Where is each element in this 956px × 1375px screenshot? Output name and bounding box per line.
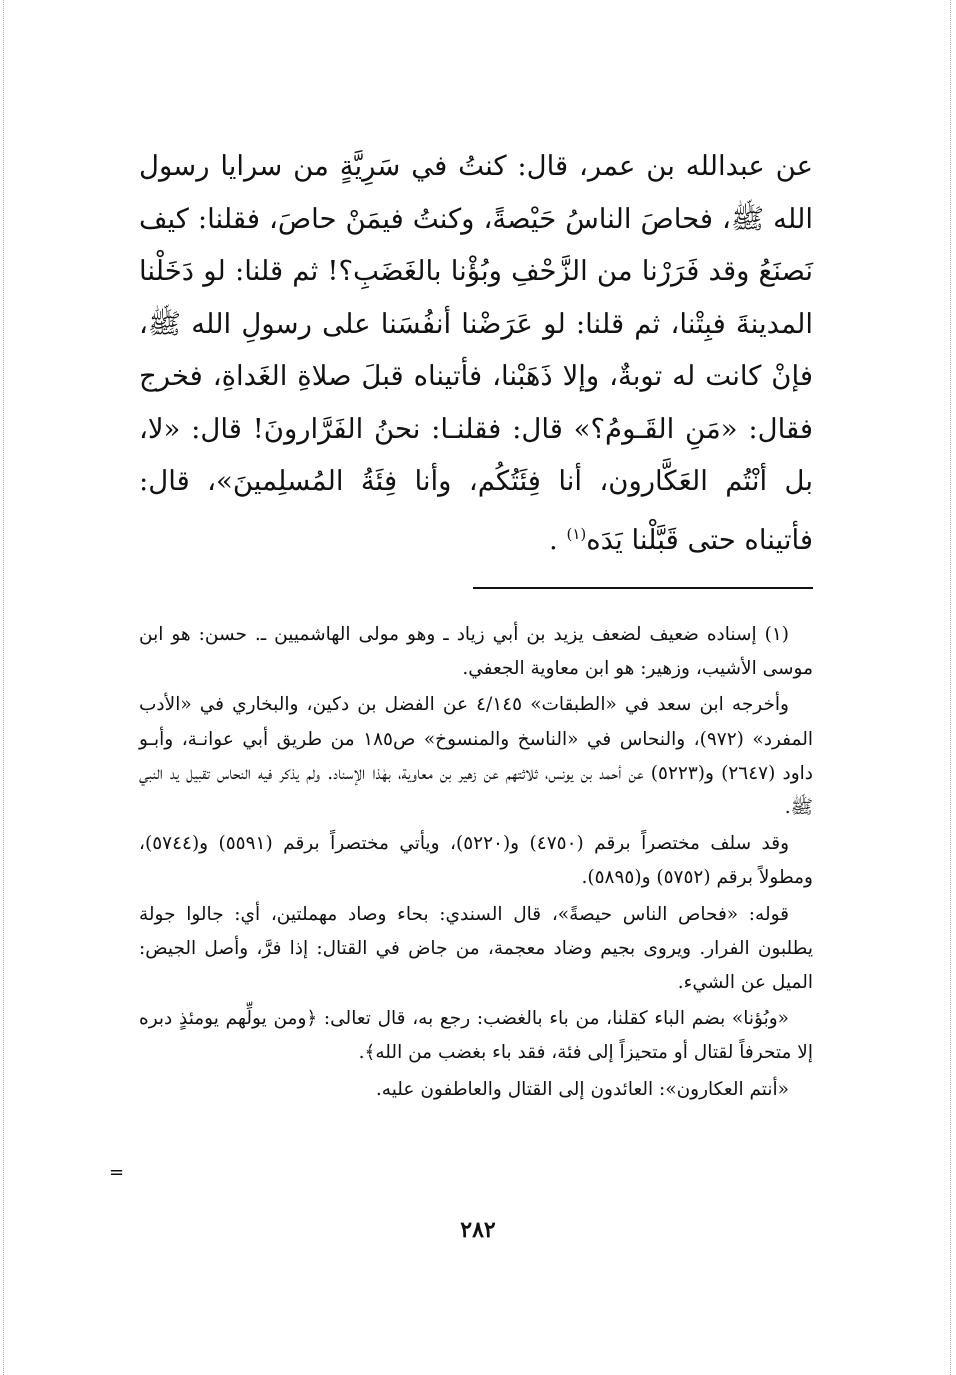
footnote-separator: [473, 587, 813, 589]
main-text: [139, 140, 813, 566]
footnote-paragraph: «وبُؤنا» بضم الباء كقلنا، من باء بالغضب: رجع به، قال تعالى: ﴿ومن يولِّهم يومئذٍ دبره إلا متحرفاً لقتال أو متحيزاً إلى فئة، فقد باء بغضب من الله﴾.: [139, 1008, 813, 1064]
footnote-paragraph: «أنتم العكارون»: العائدون إلى القتال والعاطفون عليه.: [375, 1078, 789, 1100]
hadith-text: عن عبدالله بن عمر، قال: كنتُ في سَرِيَّةٍ من سرايا رسول الله ﷺ، فحاصَ الناسُ حَيْصةً، وكنتُ فيمَنْ حاصَ، فقلنا: كيف نَصنَعُ وقد فَرَرْنا من الزَّحْفِ وبُؤْنا بالغَضَبِ؟! ثم قلنا: لو دَخَلْنا المدينةَ فبِتْنا، ثم قلنا: لو عَرَضْنا أنفُسَنا على رسولِ الله ﷺ، فإنْ كانت له توبةٌ، وإلا ذَهَبْنا، فأتيناه قبلَ صلاةِ الغَداةِ، فخرج فقال: «مَنِ القَـومُ؟» قال: فقلنـا: نحنُ الفَرَّارونَ! قال: «لا، بل أنْتُم العَكَّارون، أنا فِئَتُكُم، وأنا فِئَةُ المُسلِمينَ»، قال: فأتيناه حتى قَبَّلْنا يَدَه: [139, 150, 813, 556]
hadith-end-punctuation: .: [548, 523, 558, 556]
footnote-paragraph: وأخرجه ابن سعد في «الطبقات» ٤/١٤٥ عن الفضل بن دكين، والبخاري في «الأدب المفرد» (٩٧٢)، والنحاس في «الناسخ والمنسوخ» ص١٨٥ من طريق أبي عوانـة، وأبـو داود (٢٦٤٧) و(٥٢٢٣) عن أحمد بن يونس، ثلاثتهم عن زهير بن معاوية، بهٰذا الإسناد. ولم يذكر فيه النحاس تقبيل يد النبي ﷺ.: [139, 694, 814, 819]
scan-edge-left: [3, 0, 4, 1375]
footnote-paragraph: قوله: «فحاص الناس حيصةً»، قال السندي: بحاء وصاد مهملتين، أي: جالوا جولة يطلبون الفرار. ويروى بجيم وضاد معجمة، من جاض في القتال: إذا فرَّ، وأصل الجيض: الميل عن الشيء.: [139, 903, 813, 994]
page-number: ٢٨٢: [460, 1217, 496, 1243]
scan-edge-right: [950, 0, 951, 1375]
footnotes-section: [139, 618, 813, 1109]
footnote-paragraph: (١) إسناده ضعيف لضعف يزيد بن أبي زياد ـ وهو مولى الهاشميين ـ. حسن: هو ابن موسى الأشيب، وزهير: هو ابن معاوية الجعفي.: [139, 624, 813, 680]
continuation-mark: =: [109, 1162, 125, 1183]
footnote-reference: (١): [566, 524, 587, 543]
hadith-paragraph: [139, 140, 813, 566]
footnote-paragraph: وقد سلف مختصراً برقم (٤٧٥٠) و(٥٢٢٠)، ويأتي مختصراً برقم (٥٥٩١) و(٥٧٤٤)، ومطولاً برقم (٥٧٥٢) و(٥٨٩٥).: [139, 833, 813, 889]
